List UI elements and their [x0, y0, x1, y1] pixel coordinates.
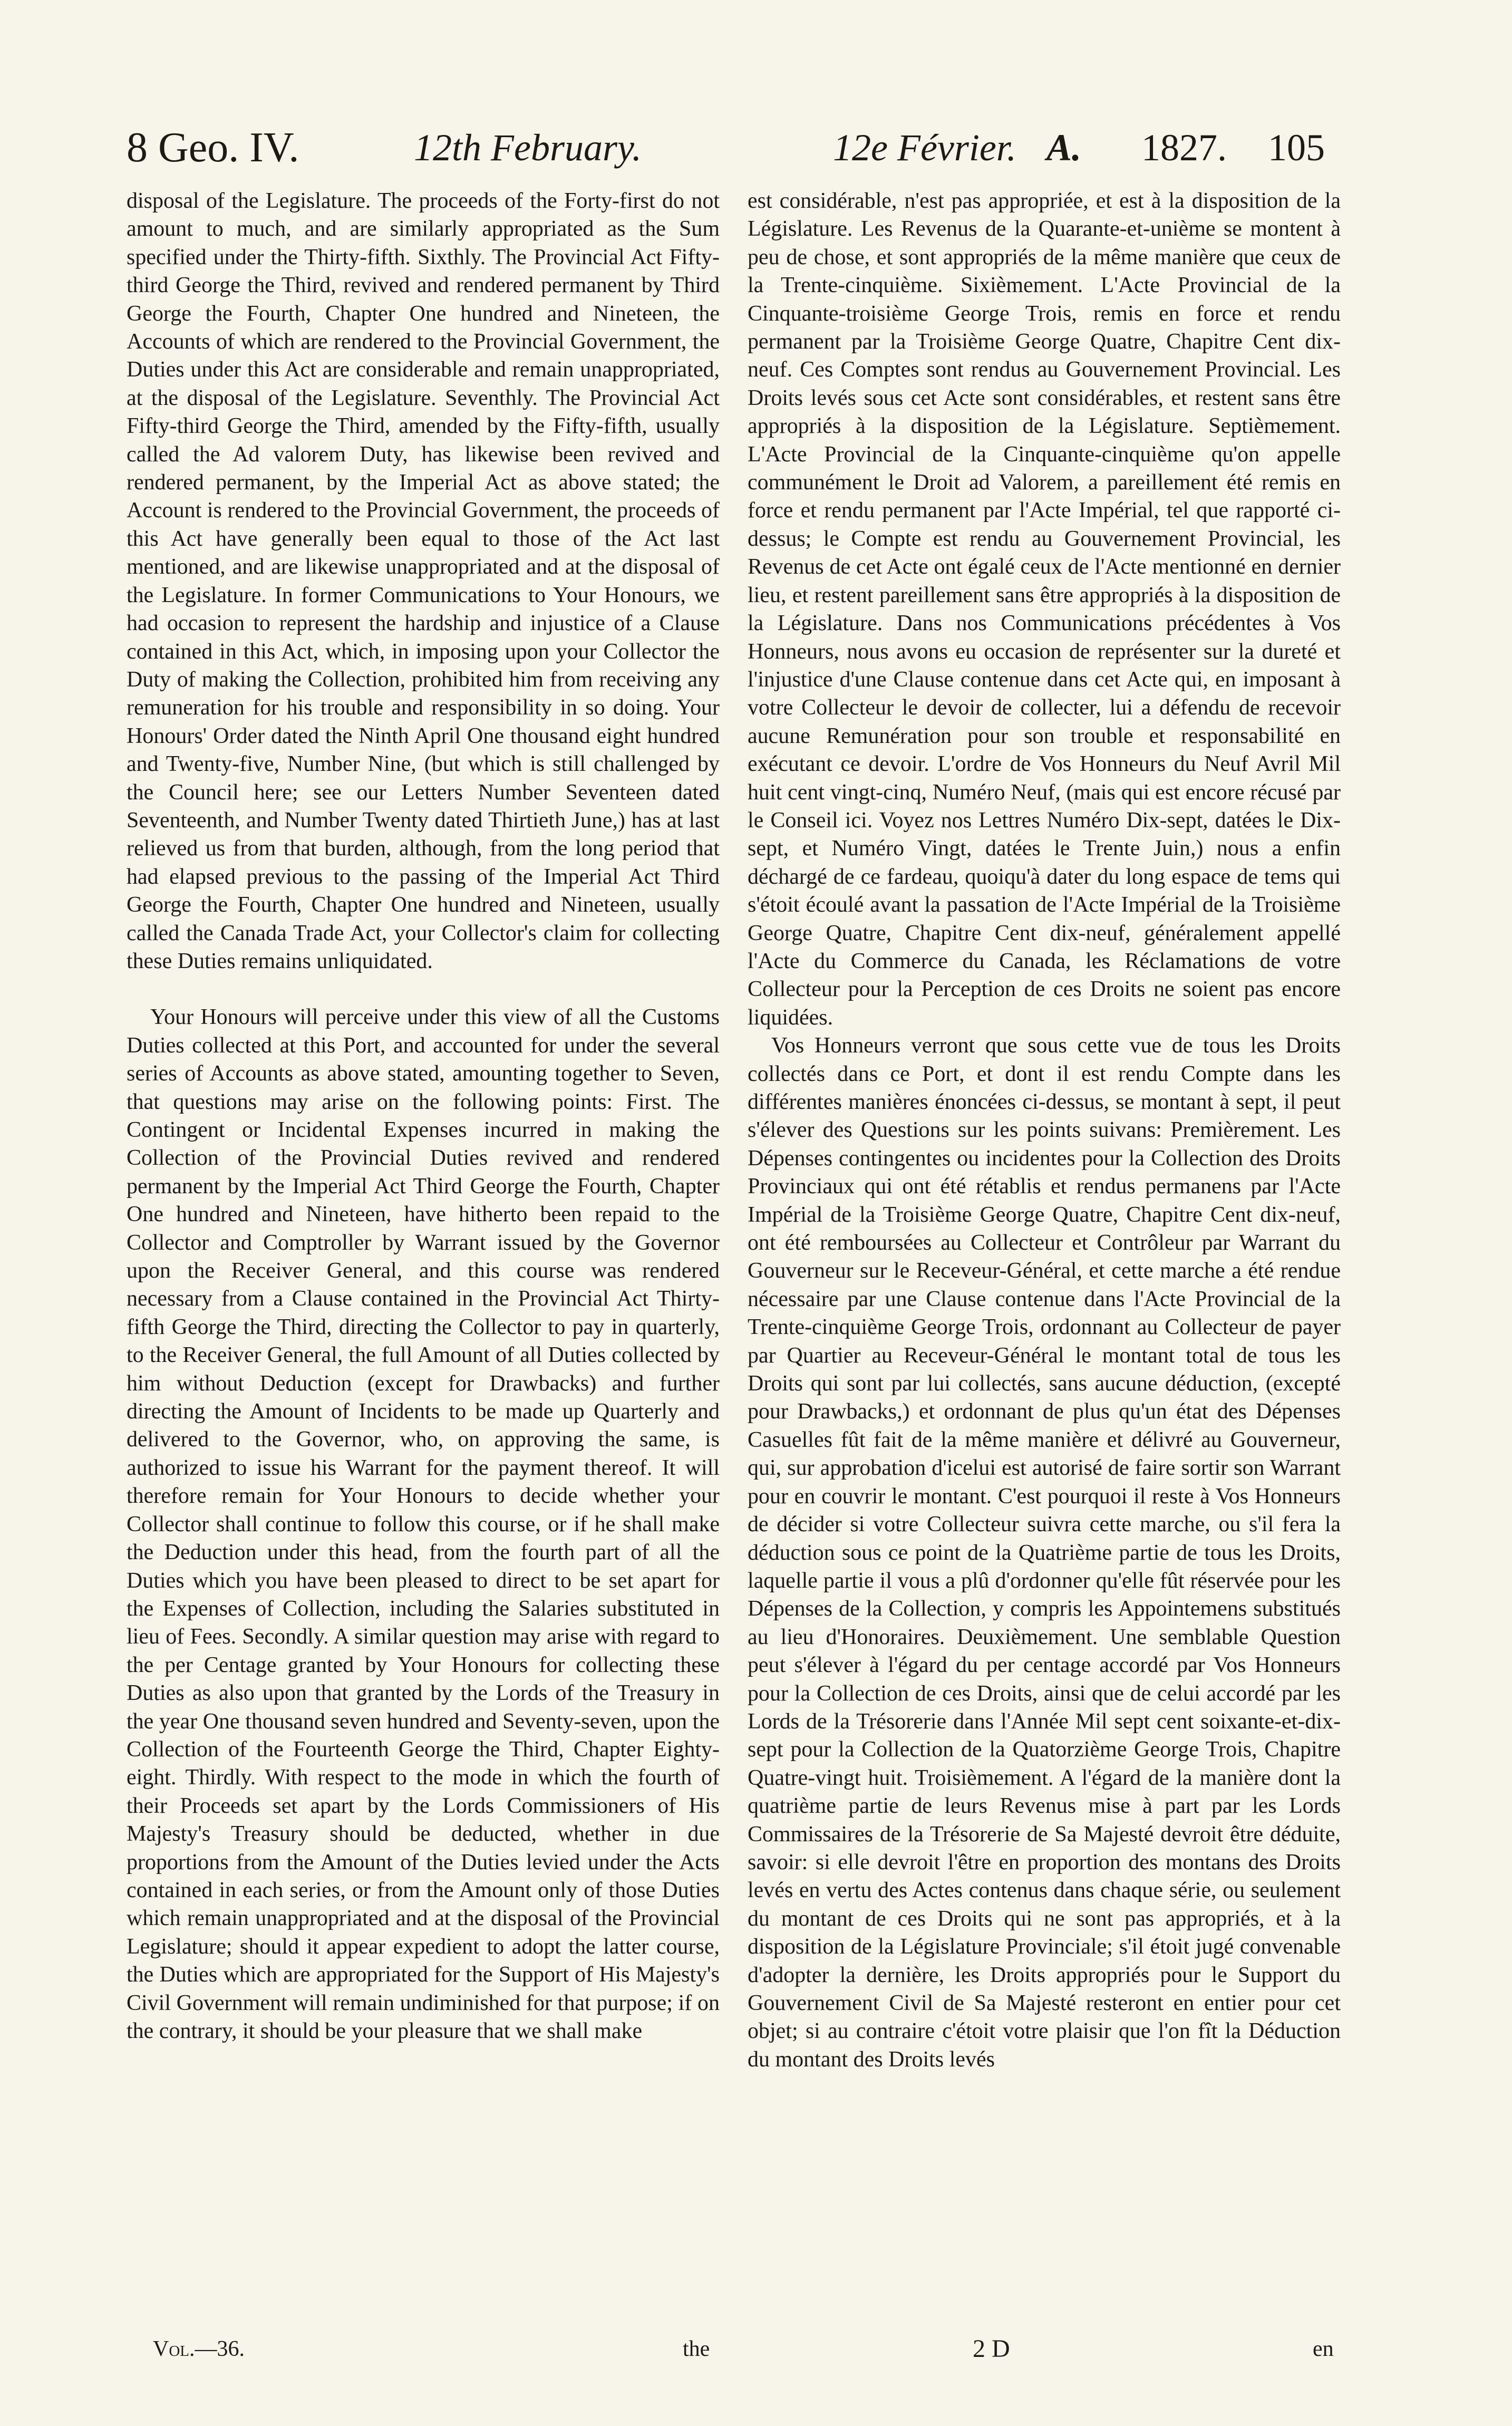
regnal-year: 8 Geo. IV.	[127, 124, 299, 171]
english-paragraph-1: disposal of the Legislature. The proceeds of the Forty-first do not amount to much, and are similarly appropriated as the Sum specified under the Thirty-fifth. Sixthly. The Provincial Act Fifty-third George the Third, revived and rendered permanent by Third George the Fourth, Chapter One hundred and Nineteen, the Accounts of which are rendered to the Provincial Government, the Duties under this Act are considerable and remain unappropriated, at the disposal of the Legislature. Seventhly. The Provincial Act Fifty-third George the Third, amended by the Fifty-fifth, usually called the Ad valorem Duty, has likewise been revived and rendered permanent, by the Imperial Act as above stated; the Account is rendered to the Provincial Government, the proceeds of this Act have generally been equal to those of the Act last mentioned, and are likewise unappropriated and at the disposal of the Legislature. In former Communications to Your Honours, we had occasion to represent the hardship and injustice of a Clause contained in this Act, which, in imposing upon your Collector the Duty of making the Collection, prohibited him from receiving any remuneration for his trouble and responsibility in so doing. Your Honours' Order dated the Ninth April One thousand eight hundred and Twenty-five, Number Nine, (but which is still challenged by the Council here; see our Letters Number Seventeen dated Seventeenth, and Number Twenty dated Thirtieth June,) has at last relieved us from that burden, although, from the long period that had elapsed previous to the passing of the Imperial Act Third George the Fourth, Chapter One hundred and Nineteen, usually called the Canada Trade Act, your Collector's claim for collecting these Duties remains unliquidated.	[127, 189, 720, 973]
signature-mark: 2 D	[973, 2335, 1010, 2363]
english-column	[127, 187, 720, 2045]
date-english: 12th February.	[414, 127, 642, 169]
english-paragraph-2: Your Honours will perceive under this view of all the Customs Duties collected at this Port, and accounted for under the several series of Accounts as above stated, amounting together to Seven, that questions may arise on the following points: First. The Contingent or Incidental Expenses incurred in making the Collection of the Provincial Duties revived and rendered permanent by the Imperial Act Third George the Fourth, Chapter One hundred and Nineteen, have hitherto been repaid to the Collector and Comptroller by Warrant issued by the Governor upon the Receiver General, and this course was rendered necessary from a Clause contained in the Provincial Act Thirty-fifth George the Third, directing the Collector to pay in quarterly, to the Receiver General, the full Amount of all Duties collected by him without Deduction (except for Drawbacks) and further directing the Amount of Incidents to be made up Quarterly and delivered to the Governor, who, on approving the same, is authorized to issue his Warrant for the payment thereof. It will therefore remain for Your Honours to decide whether your Collector shall continue to follow this course, or if he shall make the Deduction under this head, from the fourth part of all the Duties which you have been pleased to direct to be set apart for the Expenses of Collection, including the Salaries substituted in lieu of Fees. Secondly. A similar question may arise with regard to the per Centage granted by Your Honours for collecting these Duties as also upon that granted by the Lords of the Treasury in the year One thousand seven hundred and Seventy-seven, upon the Collection of the Fourteenth George the Third, Chapter Eighty-eight. Thirdly. With respect to the mode in which the fourth of their Proceeds set apart by the Lords Commissioners of His Majesty's Treasury should be deducted, whether in due proportions from the Amount of the Duties levied under the Acts contained in each series, or from the Amount only of those Duties which remain unappropriated and at the disposal of the Provincial Legislature; should it appear expedient to adopt the latter course, the Duties which are appropriated for the Support of His Majesty's Civil Government will remain undiminished for that purpose; if on the contrary, it should be your pleasure that we shall make	[127, 1005, 720, 2043]
page-footer	[127, 2331, 1344, 2367]
catchword-french: en	[1313, 2337, 1334, 2361]
catchword-english: the	[683, 2337, 710, 2361]
page-number: 105	[1268, 127, 1325, 169]
volume-label: Vol.—36.	[153, 2337, 245, 2361]
french-paragraph-2: Vos Honneurs verront que sous cette vue de tous les Droits collectés dans ce Port, et dont il est rendu Compte dans les différentes manières énoncées ci-dessus, se montant à sept, il peut s'élever des Questions sur les points suivans: Premièrement. Les Dépenses contingentes ou incidentes pour la Collection des Droits Provinciaux qui ont été rétablis et rendus permanens par l'Acte Impérial de la Troisième George Quatre, Chapitre Cent dix-neuf, ont été remboursées au Collecteur et Contrôleur par Warrant du Gouverneur sur le Receveur-Général, et cette marche a été rendue nécessaire par une Clause contenue dans l'Acte Provincial de la Trente-cinquième George Trois, ordonnant au Collecteur de payer par Quartier au Receveur-Général le montant total de tous les Droits qui sont par lui collectés, sans aucune déduction, (excepté pour Drawbacks,) et ordonnant de plus qu'un état des Dépenses Casuelles fût fait de la même manière et délivré au Gouverneur, qui, sur approbation d'icelui est autorisé de faire sortir son Warrant pour en couvrir le montant. C'est pourquoi il reste à Vos Honneurs de décider si votre Collecteur suivra cette marche, ou s'il fera la déduction sous ce point de la Quatrième partie de tous les Droits, laquelle partie il vous a plû d'ordonner qu'elle fût réservée pour les Dépenses de la Collection, y compris les Appointemens substitués au lieu d'Honoraires. Deuxièmement. Une semblable Question peut s'élever à l'égard du per centage accordé par Vos Honneurs pour la Collection de ces Droits, ainsi que de celui accordé par les Lords de la Trésorerie dans l'Année Mil sept cent soixante-et-dix-sept pour la Collection de la Quatorzième George Trois, Chapitre Quatre-vingt huit. Troisièmement. A l'égard de la manière dont la quatrième partie de leurs Revenus mise à part par les Lords Commissaires de la Trésorerie de Sa Majesté devroit être déduite, savoir: si elle devroit l'être en proportion des montans des Droits levés en vertu des Actes contenus dans chaque série, ou seulement du montant de ces Droits qui ne sont pas appropriés, et à la disposition de la Législature Provinciale; s'il étoit jugé convenable d'adopter la dernière, les Droits appropriés pour le Support du Gouvernement Civil de Sa Majesté resteront en entier pour cet objet; si au contraire c'étoit votre plaisir que l'on fît la Déduction du montant des Droits levés	[748, 1033, 1341, 2072]
french-column	[748, 187, 1341, 2074]
french-paragraph-1: est considérable, n'est pas appropriée, et est à la disposition de la Législature. Les Revenus de la Quarante-et-unième se montent à peu de chose, et sont appropriés de la même manière que ceux de la Trente-cinquième. Sixièmement. L'Acte Provincial de la Cinquante-troisième George Trois, remis en force et rendu permanent par la Troisième George Quatre, Chapitre Cent dix-neuf. Ces Comptes sont rendus au Gouvernement Provincial. Les Droits levés sous cet Acte sont considérables, et restent sans être appropriés à la disposition de la Législature. Septièmement. L'Acte Provincial de la Cinquante-cinquième qu'on appelle communément le Droit ad Valorem, a pareillement été remis en force et rendu permanent par l'Acte Impérial, tel que rapporté ci-dessus; le Compte est rendu au Gouvernement Provincial, les Revenus de cet Acte ont égalé ceux de l'Acte mentionné en dernier lieu, et restent pareillement sans être appropriés à la disposition de la Législature. Dans nos Communications précédentes à Vos Honneurs, nous avons eu occasion de représenter sur la dureté et l'injustice d'une Clause contenue dans cet Acte qui, en imposant à votre Collecteur le devoir de collecter, lui a défendu de recevoir aucune Remunération pour son trouble et responsabilité en exécutant ce devoir. L'ordre de Vos Honneurs du Neuf Avril Mil huit cent vingt-cinq, Numéro Neuf, (mais qui est encore récusé par le Conseil ici. Voyez nos Lettres Numéro Dix-sept, datées le Dix-sept, et Numéro Vingt, datées le Trente Juin,) nous a enfin déchargé de ce fardeau, quoiqu'à dater du long espace de tems qui s'étoit écoulé avant la passation de l'Acte Impérial de la Troisième George Quatre, Chapitre Cent dix-neuf, généralement appellé l'Acte du Commerce du Canada, les Réclamations de votre Collecteur pour la Perception de ces Droits ne soient pas encore liquidées.	[748, 189, 1341, 1030]
running-header	[127, 119, 1344, 177]
date-french: 12e Février.	[833, 127, 1016, 169]
year: 1827.	[1141, 127, 1227, 169]
anno-label: A.	[1046, 127, 1082, 169]
